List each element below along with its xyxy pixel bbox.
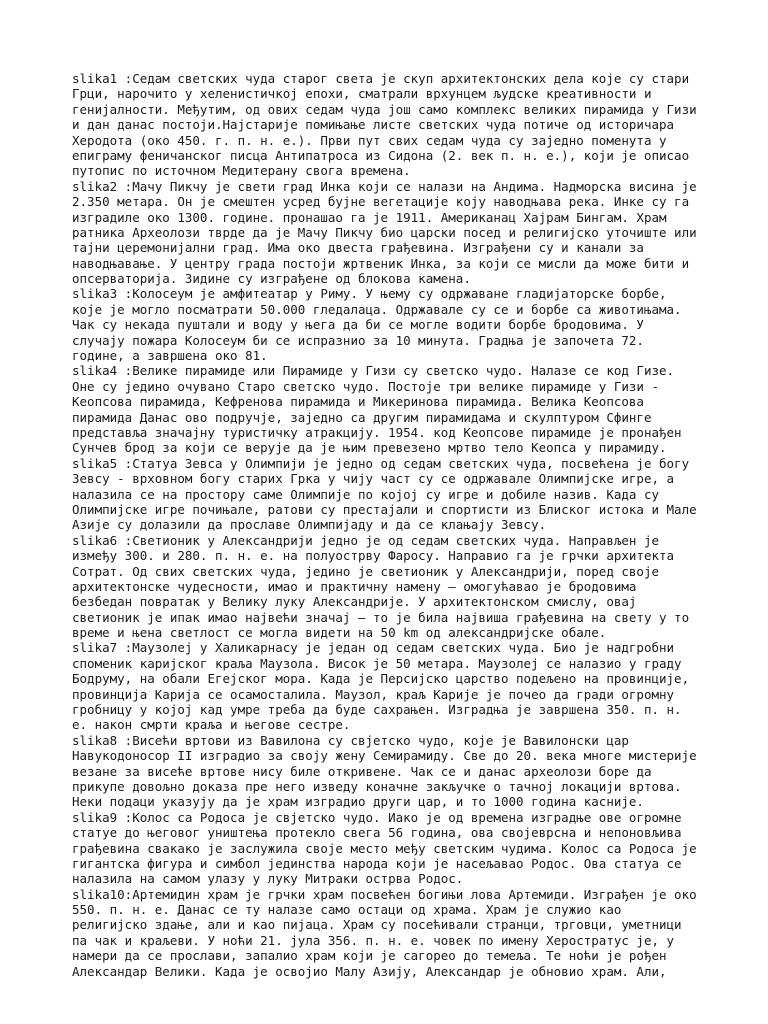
text-line: Бодруму, на обали Егејског мора. Када је Персијско царство подељено на провинције, — [72, 671, 690, 687]
text-line: Сунчев брод за који се верује да је њим превезено мртво тело Кеопса у пирамиду. — [72, 440, 667, 456]
text-line: тајни церемонијални град. Има око двеста грађевина. Изграђени су и канали за — [72, 240, 644, 256]
text-line: налазила се на простору саме Олимпије по којој су игре и добиле назив. Када су — [72, 486, 659, 502]
text-line: статуе до његовог уништења протекло свега 56 година, ова својеврсна и непоновљива — [72, 825, 682, 841]
text-line: slika6 :Светионик у Александрији једно је од седам светских чуда. Направљен је — [72, 532, 659, 548]
text-line: Неки подаци указују да је храм изградио други цар, и то 1000 година касније. — [72, 794, 644, 810]
text-line: грађевина свакако је заслужила своје место међу светским чудима. Колос са Родоса је — [72, 840, 697, 856]
text-line: које је могло посматрати 50.000 гледалаца. Одржавале су се и борбе са животињама. — [72, 301, 682, 317]
text-line: и дан данас постоји.Најстарије помињање листе светских чуда потиче од историчара — [72, 117, 675, 133]
text-line: slika3 :Колосеум је амфитеатар у Риму. У њему су одржаване гладијаторске борбе, — [72, 286, 667, 302]
text-line: Грци, нарочито у хеленистичкој епохи, сматрали врхунцем људске креативности и — [72, 86, 652, 102]
text-line: Кеопсова пирамида, Кефренова пирамида и Микеринова пирамида. Велика Кеопсова — [72, 394, 644, 410]
text-line: Навукодоносор II изградио за своју жену Семирамиду. Све до 20. века многе мистерије — [72, 748, 697, 764]
text-line: Олимпијске игре почињале, ратови су престајали и спортисти из Блиског истока и Мале — [72, 501, 697, 517]
text-line: slika8 :Висећи вртови из Вавилона су свјетско чудо, које је Вавилонски цар — [72, 732, 629, 748]
text-line: случају пожара Колосеум би се испразнио за 10 минута. Градња је започета 72. — [72, 332, 644, 348]
text-line: безбедан повратак у Велику луку Александрије. У архитектонском смислу, овај — [72, 594, 637, 610]
text-line: споменик каријског краља Маузола. Висок је 50 метара. Маузолеј се налазио у граду — [72, 655, 682, 671]
text-line: провинција Карија се осамосталила. Маузол, краљ Карије је почео да гради огромну — [72, 686, 675, 702]
text-line: наводњавање. У центру града постоји жртвеник Инка, за који се мисли да може бити и — [72, 255, 690, 271]
text-line: намери да се прослави, запалио храм који је сагорео до темеља. Те ноћи је рођен — [72, 948, 667, 964]
text-line: године, а завршена око 81. — [72, 348, 268, 364]
document-page — [72, 71, 712, 979]
text-line: везане за висеће вртове нису биле откривене. Чак се и данас археолози боре да — [72, 763, 652, 779]
text-line: slika9 :Колос са Родоса је свјетско чудо. Иако је од времена изградње ове огромне — [72, 809, 682, 825]
text-line: светионик је ипак имао највећи значај — то је била највиша грађевина на свету у то — [72, 609, 690, 625]
text-line: Сотрат. Од свих светских чуда, једино је светионик у Александрији, поред своје — [72, 563, 659, 579]
text-line: slika4 :Велике пирамиде или Пирамиде у Гизи су светско чудо. Налазе се код Гизе. — [72, 363, 675, 379]
text-line: религијско здање, али и као пијаца. Храм су посећивали странци, трговци, уметници — [72, 917, 682, 933]
text-line: архитектонске чудесности, имао и практичну намену — омогућавао је бродовима — [72, 578, 637, 594]
text-line: налазила на самом улазу у луку Митраки острва Родос. — [72, 871, 464, 887]
text-line: Чак су некада пуштали и воду у њега да би се могле водити борбе бродовима. У — [72, 317, 644, 333]
text-line: путопис по источном Медитерану свога времена. — [72, 163, 411, 179]
text-line: Александар Велики. Када је освојио Малу Азију, Александар је обновио храм. Али, — [72, 963, 667, 979]
text-line: пирамида Данас ово подручје, заједно са другим пирамидама и скулптуром Сфинге — [72, 409, 652, 425]
text-line: опсерваторија. Зидине су изграђене од блокова камена. — [72, 271, 471, 287]
text-line: Азије су долазили да прославе Олимпијаду и да се клањају Зевсу. — [72, 517, 547, 533]
text-line: Оне су једино очувано Старо светско чудо. Постоје три велике пирамиде у Гизи - — [72, 378, 659, 394]
text-line: између 300. и 280. п. н. е. на полуострву Фаросу. Направио га је грчки архитекта — [72, 548, 675, 564]
text-line: време и њена светлост се могла видети на 50 km од александријске обале. — [72, 625, 607, 641]
text-line: е. након смрти краља и његове сестре. — [72, 717, 351, 733]
text-line: slika5 :Статуа Зевса у Олимпији је једно од седам светских чуда, посвећена је богу — [72, 455, 690, 471]
text-line: гробницу у којој кад умре треба да буде сахрањен. Изградња је завршена 350. п. н. — [72, 702, 682, 718]
text-line: епиграму феничанског писца Антипатроса из Сидона (2. век п. н. е.), који је описао — [72, 147, 690, 163]
text-line: изградиле око 1300. године. пронашао га је 1911. Американац Хајрам Бингам. Храм — [72, 209, 667, 225]
text-line: генијалности. Међутим, од ових седам чуда још само комплекс великих пирамида у Гизи — [72, 101, 697, 117]
text-line: представља значајну туристичку атракцију. 1954. код Кеопсове пирамиде је пронађен — [72, 424, 682, 440]
text-line: slika10:Артемидин храм је грчки храм посвећен богињи лова Артемиди. Изграђен је око — [72, 886, 697, 902]
text-line: гигантска фигура и симбол јединства народа који је насељавао Родос. Ова статуа се — [72, 855, 682, 871]
text-line: па чак и краљеви. У ноћи 21. јула 356. п. н. е. човек по имену Херостратус је, у — [72, 932, 675, 948]
text-line: 550. п. н. е. Данас се ту налазе само остаци од храма. Храм је служио као — [72, 902, 622, 918]
text-line: slika1 :Седам светских чуда старог света је скуп архитектонских дела које су стари — [72, 71, 690, 86]
text-line: ратника Археолози тврде да је Мачу Пикчу био царски посед и религијско уточиште или — [72, 224, 697, 240]
text-line: прикупе довољно доказа пре него изведу коначне закључке о тачној локацији вртова. — [72, 778, 682, 794]
text-line: 2.350 метара. Он је смештен усред бујне вегетације коју наводњава река. Инке су га — [72, 194, 690, 210]
text-line: Зевсу - врховном богу старих Грка у чију част су се одржавале Олимпијске игре, а — [72, 471, 675, 487]
text-line: slika7 :Маузолеј у Халикарнасу је један од седам светских чуда. Био је надгробни — [72, 640, 675, 656]
text-line: Херодота (око 450. г. п. н. е.). Први пут свих седам чуда су заједно поменута у — [72, 132, 667, 148]
text-line: slika2 :Мачу Пикчу је свети град Инка који се налази на Андима. Надморска висина је — [72, 178, 697, 194]
